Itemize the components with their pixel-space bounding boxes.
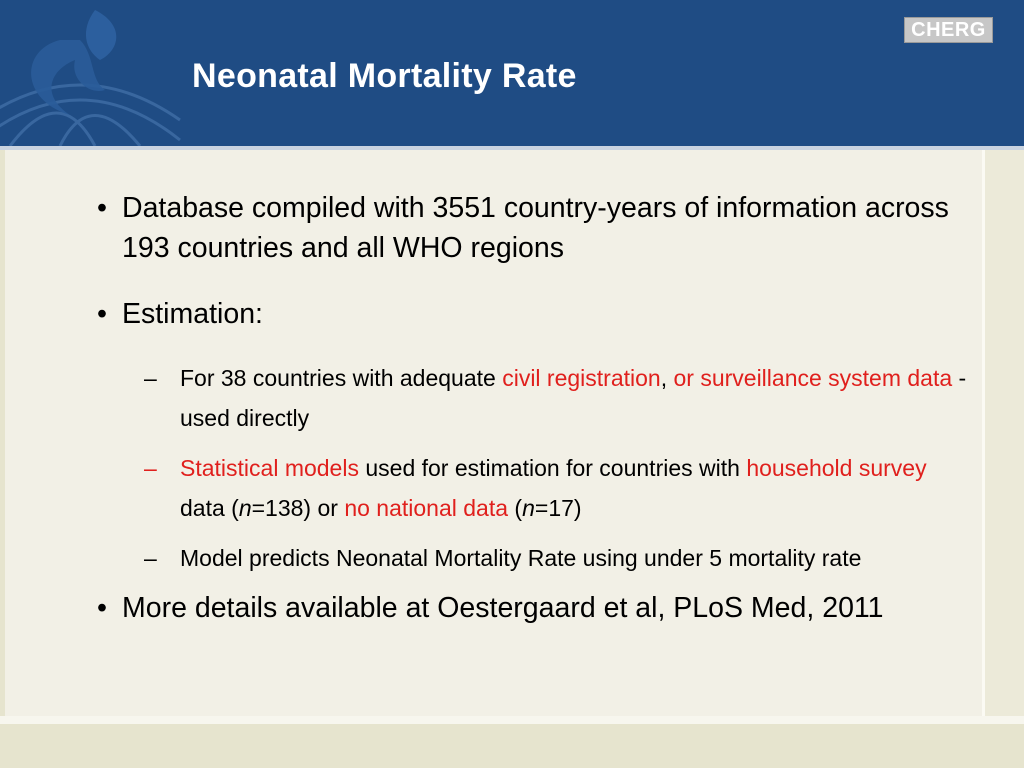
highlight-no-national-data: no national data	[344, 495, 509, 521]
dash-icon: –	[144, 365, 157, 391]
dash-icon: –	[144, 455, 157, 481]
bullet-icon: •	[97, 192, 107, 224]
highlight-civil-registration: civil registration	[502, 365, 661, 391]
bullet-item-estimation	[95, 294, 975, 334]
highlight-household-survey: household survey	[746, 455, 927, 481]
slide-title: Neonatal Mortality Rate	[192, 57, 577, 95]
sub-text: Model predicts Neonatal Mortality Rate using under 5 mortality rate	[180, 545, 862, 571]
footer-band	[0, 716, 1024, 724]
torch-globe-logo-icon	[0, 0, 190, 146]
bullet-item-more-details	[95, 588, 975, 628]
n-variable: n	[238, 495, 252, 521]
bullet-text: Estimation:	[122, 298, 263, 330]
sub-text: =17)	[534, 495, 582, 521]
sub-item-statistical-models	[95, 448, 975, 528]
sub-item-model-predicts	[95, 538, 975, 578]
bullet-text: Database compiled with 3551 country-years of information across 193 countries and all WHO regions	[122, 192, 949, 264]
sub-text: - used directly	[180, 365, 967, 431]
bullet-text: More details available at Oestergaard et al, PLoS Med, 2011	[122, 592, 884, 624]
sub-item-civil-registration	[95, 358, 975, 438]
slide-body	[95, 188, 975, 628]
bullet-icon: •	[97, 592, 107, 624]
n-variable: n	[522, 495, 535, 521]
dash-icon: –	[144, 545, 157, 571]
header-banner	[0, 0, 1024, 146]
sub-text: For 38 countries with adequate	[180, 365, 503, 391]
bullet-icon: •	[97, 298, 107, 330]
sub-text: (	[508, 495, 523, 521]
sub-text: =138) or	[251, 495, 345, 521]
highlight-surveillance-data: or surveillance system data	[673, 365, 953, 391]
bullet-item-database	[95, 188, 975, 268]
sub-text: ,	[660, 365, 674, 391]
sub-text: data (	[180, 495, 239, 521]
cherg-logo-badge: CHERG	[904, 17, 993, 43]
highlight-statistical-models: Statistical models	[180, 455, 359, 481]
right-margin-strip	[985, 150, 1024, 716]
sub-text: used for estimation for countries with	[358, 455, 747, 481]
